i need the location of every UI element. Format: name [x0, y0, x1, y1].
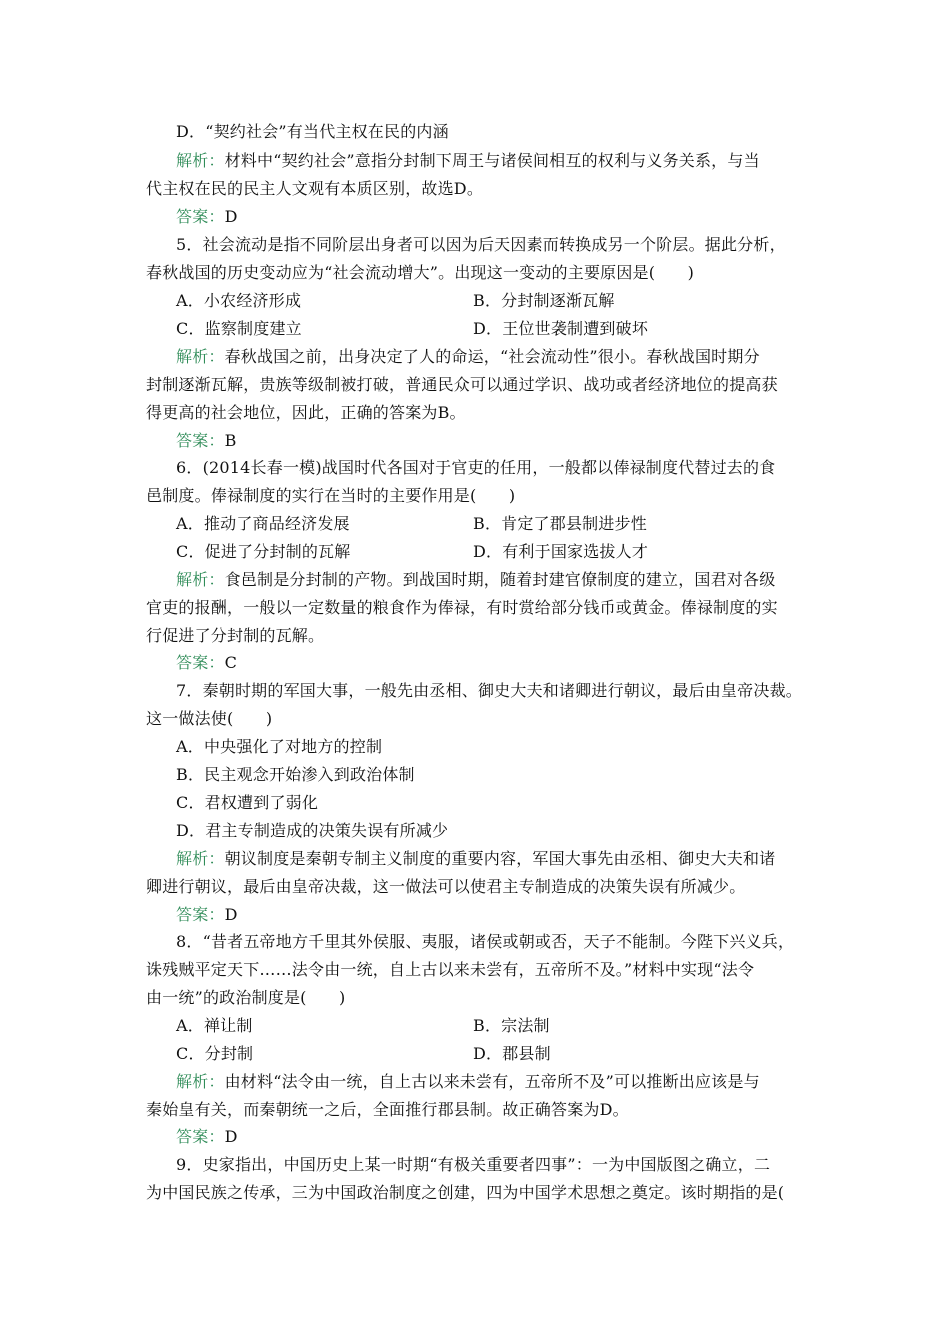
q8-stem-line-2: 诛残贼平定天下……法令由一统，自上古以来未尝有，五帝所不及。”材料中实现“法令: [146, 960, 755, 979]
q6-option-a: A．推动了商品经济发展: [176, 514, 350, 533]
q6-answer: 答案：C: [176, 653, 238, 672]
q7-option-a: A．中央强化了对地方的控制: [176, 737, 383, 756]
q6-stem-line-2: 邑制度。俸禄制度的实行在当时的主要作用是( ): [146, 486, 516, 505]
answer-label: 答案：: [176, 905, 225, 924]
q5-analysis-line-2: 封制逐渐瓦解，贵族等级制被打破，普通民众可以通过学识、战功或者经济地位的提高获: [146, 375, 778, 394]
analysis-label: 解析：: [176, 570, 225, 589]
q7-option-c: C．君权遭到了弱化: [176, 793, 319, 812]
q5-stem-line-2: 春秋战国的历史变动应为“社会流动增大”。出现这一变动的主要原因是( ): [146, 263, 695, 282]
q5-option-a: A．小农经济形成: [176, 291, 302, 310]
q7-answer: 答案：D: [176, 905, 238, 924]
q8-stem-line-1: 8．“昔者五帝地方千里其外侯服、夷服，诸侯或朝或否，天子不能制。今陛下兴义兵，: [176, 932, 795, 951]
q4-option-d: D．“契约社会”有当代主权在民的内涵: [176, 122, 449, 141]
q7-option-d: D．君主专制造成的决策失误有所减少: [176, 821, 449, 840]
q8-option-a: A．禅让制: [176, 1016, 253, 1035]
q5-stem-line-1: 5．社会流动是指不同阶层出身者可以因为后天因素而转换成另一个阶层。据此分析，: [176, 235, 786, 254]
q8-answer: 答案：D: [176, 1127, 238, 1146]
q5-analysis-line-1: 解析：春秋战国之前，出身决定了人的命运，“社会流动性”很小。春秋战国时期分: [176, 347, 760, 366]
q6-option-b: B．肯定了郡县制进步性: [473, 514, 647, 533]
q5-option-b: B．分封制逐渐瓦解: [473, 291, 615, 310]
q7-analysis-line-2: 卿进行朝议，最后由皇帝决裁，这一做法可以使君主专制造成的决策失误有所减少。: [146, 877, 746, 896]
analysis-label: 解析：: [176, 849, 225, 868]
q8-stem-line-3: 由一统”的政治制度是( ): [146, 988, 346, 1007]
q7-analysis-line-1: 解析：朝议制度是秦朝专制主义制度的重要内容，军国大事先由丞相、御史大夫和诸: [176, 849, 776, 868]
q6-option-d: D．有利于国家选拔人才: [473, 542, 649, 561]
q5-option-d: D．王位世袭制遭到破坏: [473, 319, 649, 338]
answer-label: 答案：: [176, 653, 225, 672]
q6-stem-line-1: 6．(2014长春一模)战国时代各国对于官吏的任用，一般都以俸禄制度代替过去的食: [176, 458, 776, 477]
analysis-label: 解析：: [176, 347, 225, 366]
q5-answer: 答案：B: [176, 431, 237, 450]
q8-analysis-line-1: 解析：由材料“法令由一统，自上古以来未尝有，五帝所不及”可以推断出应该是与: [176, 1072, 760, 1091]
q7-option-b: B．民主观念开始渗入到政治体制: [176, 765, 415, 784]
q8-option-d: D．郡县制: [473, 1044, 551, 1063]
analysis-label: 解析：: [176, 1072, 225, 1091]
q9-stem-line-2: 为中国民族之传承，三为中国政治制度之创建，四为中国学术思想之奠定。该时期指的是(: [146, 1183, 785, 1202]
analysis-label: 解析：: [176, 151, 225, 170]
q7-stem-line-2: 这一做法使( ): [146, 709, 273, 728]
q9-stem-line-1: 9．史家指出，中国历史上某一时期“有极关重要者四事”：一为中国版图之确立，二: [176, 1155, 771, 1174]
answer-label: 答案：: [176, 1127, 225, 1146]
q5-option-c: C．监察制度建立: [176, 319, 302, 338]
q8-analysis-line-2: 秦始皇有关，而秦朝统一之后，全面推行郡县制。故正确答案为D。: [146, 1100, 629, 1119]
q7-stem-line-1: 7．秦朝时期的军国大事，一般先由丞相、御史大夫和诸卿进行朝议，最后由皇帝决裁。: [176, 681, 802, 700]
q6-analysis-line-2: 官吏的报酬，一般以一定数量的粮食作为俸禄，有时赏给部分钱币或黄金。俸禄制度的实: [146, 598, 778, 617]
q8-option-c: C．分封制: [176, 1044, 254, 1063]
q6-analysis-line-3: 行促进了分封制的瓦解。: [146, 626, 325, 645]
q6-analysis-line-1: 解析：食邑制是分封制的产物。到战国时期，随着封建官僚制度的建立，国君对各级: [176, 570, 776, 589]
q4-analysis-line-2: 代主权在民的民主人文观有本质区别，故选D。: [146, 179, 484, 198]
q6-option-c: C．促进了分封制的瓦解: [176, 542, 351, 561]
q4-analysis-line-1: 解析：材料中“契约社会”意指分封制下周王与诸侯间相互的权利与义务关系，与当: [176, 151, 760, 170]
q8-option-b: B．宗法制: [473, 1016, 550, 1035]
q4-answer: 答案：D: [176, 207, 238, 226]
answer-label: 答案：: [176, 431, 225, 450]
q5-analysis-line-3: 得更高的社会地位，因此，正确的答案为B。: [146, 403, 466, 422]
answer-label: 答案：: [176, 207, 225, 226]
